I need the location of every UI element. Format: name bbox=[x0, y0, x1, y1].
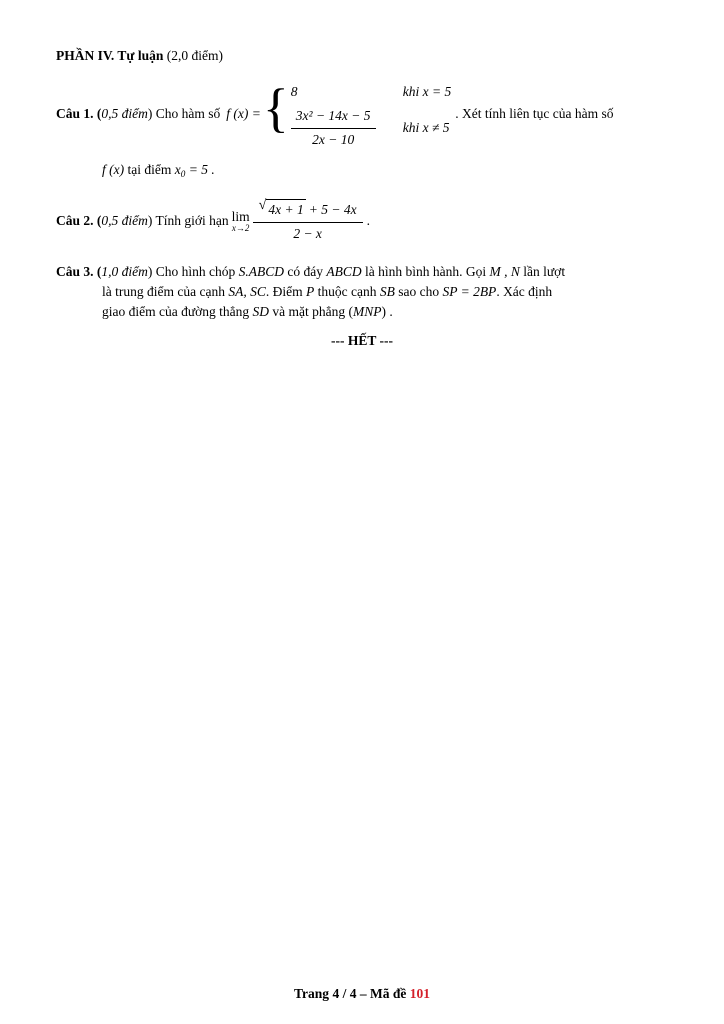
question-1-case-2 bbox=[291, 106, 451, 150]
footer-page-current: 4 bbox=[332, 986, 340, 1001]
question-2-points: 0,5 điểm bbox=[101, 213, 148, 229]
end-mark: --- HẾT --- bbox=[331, 332, 393, 348]
radical-sign: √ bbox=[258, 198, 267, 214]
question-1-case-1 bbox=[291, 82, 451, 102]
question-2-radicand: 4x + 1 bbox=[266, 199, 305, 220]
question-1-line-2-point bbox=[175, 162, 215, 177]
question-1-lead bbox=[56, 82, 220, 124]
question-3-base: ABCD bbox=[326, 263, 362, 279]
question-1-line-2-value: = 5 . bbox=[188, 161, 215, 177]
question-2-denominator: 2 − x bbox=[293, 225, 322, 241]
question-3-line-1-d: là hình bình hành. Gọi bbox=[365, 263, 487, 279]
question-1-lead-text: ) Cho hàm số bbox=[147, 106, 221, 121]
question-2-lead-text: ) Tính giới hạn bbox=[147, 213, 229, 229]
question-2-numerator-rest: + 5 − 4x bbox=[308, 202, 357, 218]
question-3-line-2-c: . Điểm bbox=[265, 284, 303, 300]
question-2-main-row bbox=[56, 199, 668, 244]
question-3-edges-sa-sc: SA, SC bbox=[228, 284, 266, 300]
question-1-case-2-condition: khi x ≠ 5 bbox=[402, 119, 450, 135]
question-3-point-p: P bbox=[305, 284, 315, 300]
question-1-line-2 bbox=[56, 160, 668, 182]
question-3-line-2-e: thuộc cạnh bbox=[317, 284, 377, 300]
page-footer bbox=[0, 986, 724, 1002]
question-2 bbox=[56, 199, 668, 244]
question-1-tail: . Xét tính liên tục của hàm số bbox=[455, 106, 614, 121]
question-1-case-2-numerator: 3x² − 14x − 5 bbox=[291, 106, 376, 128]
question-3-line-1-b: có đáy bbox=[287, 263, 323, 279]
part-heading bbox=[56, 48, 668, 64]
question-2-lead bbox=[56, 211, 229, 231]
case-brace-icon: { bbox=[262, 78, 289, 138]
part-heading-label: PHẦN IV. Tự luận bbox=[56, 48, 164, 63]
question-1 bbox=[56, 78, 668, 181]
question-3-line-1 bbox=[56, 262, 668, 282]
question-2-limit-operator bbox=[229, 210, 253, 234]
square-root-icon bbox=[259, 199, 306, 220]
footer-dash: – bbox=[356, 986, 370, 1001]
question-1-label: Câu 1. ( bbox=[56, 106, 102, 121]
question-3-line-3 bbox=[56, 302, 668, 322]
question-1-case-1-value: 8 bbox=[290, 84, 298, 99]
question-3-line-1-f: lần lượt bbox=[523, 263, 566, 279]
question-1-case-2-denominator: 2x − 10 bbox=[312, 131, 355, 147]
question-1-main-row bbox=[56, 78, 668, 150]
question-1-line-2-subscript: 0 bbox=[180, 168, 186, 179]
question-1-cases bbox=[289, 82, 451, 150]
question-3-line-2-g: sao cho bbox=[398, 284, 440, 300]
question-1-case-2-value bbox=[291, 106, 399, 150]
question-3-line-2-a: là trung điểm của cạnh bbox=[102, 284, 225, 300]
question-1-line-2-x: x bbox=[174, 161, 181, 177]
question-3-relation: SP = 2BP bbox=[442, 284, 497, 300]
question-2-fraction bbox=[253, 199, 363, 244]
question-1-line-2-text: tại điểm bbox=[127, 161, 172, 177]
question-3-line-3-a: giao điểm của đường thẳng bbox=[102, 304, 250, 320]
question-3 bbox=[56, 262, 668, 323]
question-3-line-sd: SD bbox=[252, 304, 270, 320]
question-2-label: Câu 2. ( bbox=[56, 213, 102, 229]
question-2-numerator bbox=[253, 199, 363, 222]
question-3-points: 1,0 điểm bbox=[101, 263, 148, 279]
question-3-line-3-c: và mặt phẳng ( bbox=[272, 304, 354, 320]
question-3-line-3-e: ) . bbox=[381, 304, 393, 320]
footer-page-total: 4 bbox=[349, 986, 357, 1001]
question-1-case-1-condition: khi x = 5 bbox=[402, 84, 452, 99]
question-2-tail: . bbox=[366, 213, 370, 229]
question-3-plane-mnp: MNP bbox=[353, 304, 382, 320]
question-3-points-mn: M , N bbox=[489, 263, 520, 279]
footer-page-prefix: Trang bbox=[294, 986, 333, 1001]
question-3-solid: S.ABCD bbox=[238, 263, 285, 279]
question-3-edge-sb: SB bbox=[379, 284, 395, 300]
question-3-label: Câu 3. ( bbox=[56, 263, 102, 279]
question-3-line-2-i: . Xác định bbox=[496, 284, 553, 300]
question-3-line-2 bbox=[56, 282, 668, 302]
question-2-limit-sub: x→2 bbox=[231, 222, 250, 233]
question-1-line-2-fx: f (x) bbox=[102, 161, 125, 177]
question-2-limit-top: lim bbox=[231, 208, 250, 224]
part-heading-points: (2,0 điểm) bbox=[166, 48, 224, 63]
footer-code-value: 101 bbox=[409, 986, 430, 1001]
question-1-function-name: f (x) = bbox=[226, 106, 261, 121]
footer-page-sep: / bbox=[339, 986, 350, 1001]
footer-code-label: Mã đề bbox=[369, 986, 410, 1001]
question-1-case-2-fraction bbox=[291, 106, 376, 150]
question-1-points: 0,5 điểm bbox=[101, 106, 148, 121]
question-3-lead-text: ) Cho hình chóp bbox=[147, 263, 236, 279]
